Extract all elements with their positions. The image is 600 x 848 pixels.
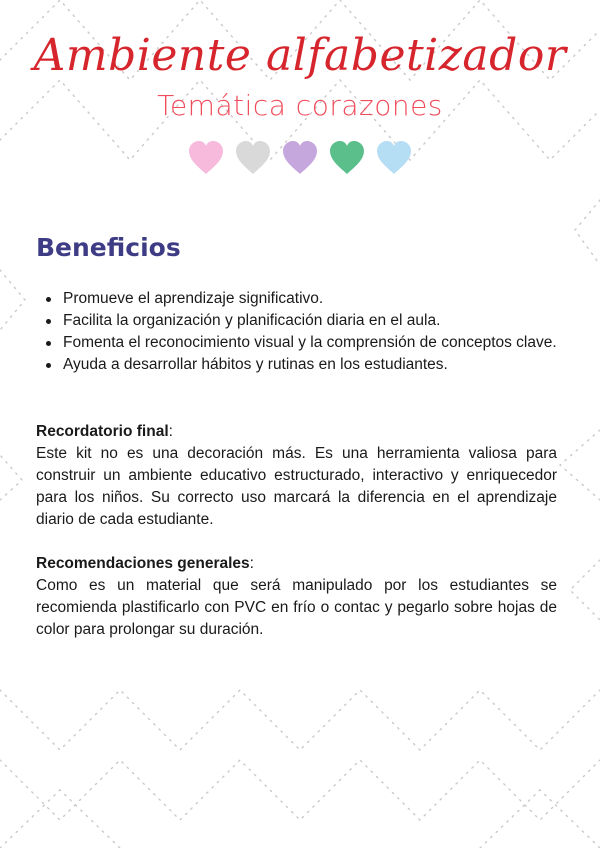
recomendaciones-generales-block bbox=[36, 553, 557, 641]
list-item: Fomenta el reconocimiento visual y la comprensión de conceptos clave. bbox=[63, 332, 584, 354]
recordatorio-final-block bbox=[36, 421, 557, 531]
heading-colon: : bbox=[249, 555, 254, 572]
section-heading-beneficios: Beneficios bbox=[36, 233, 181, 262]
blue-heart-icon bbox=[375, 140, 413, 176]
purple-heart-icon bbox=[281, 140, 319, 176]
list-item: Promueve el aprendizaje significativo. bbox=[63, 288, 584, 310]
recordatorio-heading: Recordatorio final bbox=[36, 423, 169, 440]
list-item: Facilita la organización y planificación diaria en el aula. bbox=[63, 310, 584, 332]
recomendaciones-heading: Recomendaciones generales bbox=[36, 555, 250, 572]
page-title: Ambiente alfabetizador bbox=[33, 30, 567, 81]
gray-heart-icon bbox=[234, 140, 272, 176]
page-subtitle: Temática corazones bbox=[157, 89, 443, 122]
recordatorio-text: Este kit no es una decoración más. Es una herramienta valiosa para construir un ambiente educativo estructurado, interactivo y enriquecedor para los niños. Su correcto uso marcará la diferencia en el aprendizaje diario de cada estudiante. bbox=[36, 445, 557, 528]
recomendaciones-text: Como es un material que será manipulado por los estudiantes se recomienda plastificarlo con PVC en frío o contac y pegarlo sobre hojas de color para prolongar su duración. bbox=[36, 577, 557, 638]
pink-heart-icon bbox=[187, 140, 225, 176]
benefits-list bbox=[36, 288, 584, 376]
hearts-row bbox=[0, 140, 600, 176]
list-item: Ayuda a desarrollar hábitos y rutinas en los estudiantes. bbox=[63, 354, 584, 376]
green-heart-icon bbox=[328, 140, 366, 176]
heading-colon: : bbox=[168, 423, 173, 440]
